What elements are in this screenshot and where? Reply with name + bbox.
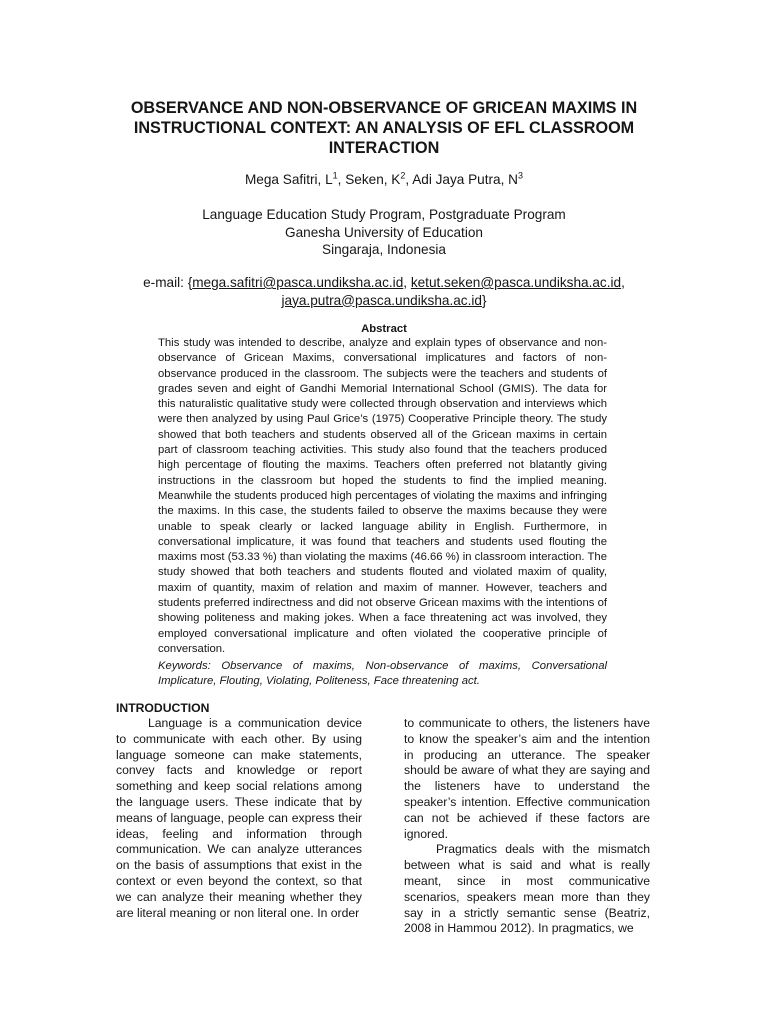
body-column-left <box>116 716 362 921</box>
affiliation-university: Ganesha University of Education <box>285 224 483 240</box>
keywords: Keywords: Observance of maxims, Non-observance of maxims, Conversational Implicature, Flouting, Violating, Politeness, Face threatening act. <box>158 660 607 688</box>
affiliation-program: Language Education Study Program, Postgraduate Program <box>202 207 566 222</box>
paper-title: OBSERVANCE AND NON-OBSERVANCE OF GRICEAN MAXIMS IN INSTRUCTIONAL CONTEXT: AN ANALYSIS OF EFL CLASSROOM INTERACTION <box>130 99 638 157</box>
author-3: , Adi Jaya Putra, N <box>405 172 518 187</box>
author-3-affil-mark: 3 <box>517 170 523 181</box>
intro-paragraph-1: Language is a communication device to communicate with each other. By using language someone can make statements, convey facts and knowledge or report something and keep social relations among the language users. These indicate that by means of language, people can express their ideas, feeling and information through communication. We can analyze utterances on the basis of assumptions that exist in the context or even beyond the context, so that we can analyze their meaning whether they are literal meaning or non literal one. In order <box>116 716 362 920</box>
body-column-right <box>404 716 650 937</box>
author-2-affil-mark: 2 <box>400 170 406 181</box>
introduction-heading: INTRODUCTION <box>116 701 210 715</box>
intro-paragraph-2: Pragmatics deals with the mismatch between what is said and what is really meant, since in most communicative scenarios, speakers mean more than they say in a strictly semantic sense (Beatriz, 2008 in Hammou 2012). In pragmatics, we <box>404 842 650 936</box>
author-line <box>100 171 668 189</box>
intro-paragraph-1-continued: to communicate to others, the listeners have to know the speaker’s aim and the intention in producing an utterance. The speaker should be aware of what they are saying and the listeners have to understand the speaker’s intention. Effective communication can not be achieved if these factors are ignored. <box>404 716 650 841</box>
email-separator-2: , <box>621 275 625 290</box>
author-1: Mega Safitri, L <box>244 172 333 187</box>
email-suffix: } <box>481 292 487 308</box>
affiliation-location: Singaraja, Indonesia <box>322 242 446 257</box>
email-separator-1: , <box>403 275 411 290</box>
email-link-3[interactable]: jaya.putra@pasca.undiksha.ac.id <box>281 292 482 308</box>
affiliation-block <box>100 206 668 259</box>
email-link-2[interactable]: ketut.seken@pasca.undiksha.ac.id <box>410 275 622 290</box>
email-prefix: e-mail: { <box>143 275 193 290</box>
author-2: , Seken, K <box>337 172 401 187</box>
abstract-body: This study was intended to describe, analyze and explain types of observance and non-observance of Gricean Maxims, conversational implicatures and factors of non-observance produced in the classroom. The subjects were the teachers and students of grades seven and eight of Gandhi Memorial International School (GMIS). The data for this naturalistic qualitative study were collected through observation and interviews which were then analyzed by using Paul Grice’s (1975) Cooperative Principle theory. The study showed that both teachers and students observed all of the Gricean maxims in certain part of classroom teaching activities. This study also found that the teachers produced high percentage of flouting the maxims. Teachers often preferred not blatantly giving instructions in the classroom but hoped the students to find the implied meaning. Meanwhile the students produced high percentages of violating the maxims and infringing the maxims. In this case, the students failed to observe the maxims because they were unable to speak clearly or lacked language ability in English. Furthermore, in conversational implicature, it was found that teachers and students used flouting the maxims most (53.33 %) than violating the maxims (46.66 %) in classroom interaction. The study showed that both teachers and students flouted and violated maxim of quality, maxim of quantity, maxim of relation and maxim of manner. However, teachers and students preferred indirectness and did not observe Gricean maxims with the intentions of showing politeness and making jokes. When a face threatening act was involved, they employed conversational implicature and often violated the cooperative principle of conversation. <box>158 337 607 655</box>
abstract-heading: Abstract <box>361 323 407 335</box>
author-1-affil-mark: 1 <box>332 170 338 181</box>
email-link-1[interactable]: mega.safitri@pasca.undiksha.ac.id <box>192 275 404 290</box>
email-line <box>100 274 668 309</box>
